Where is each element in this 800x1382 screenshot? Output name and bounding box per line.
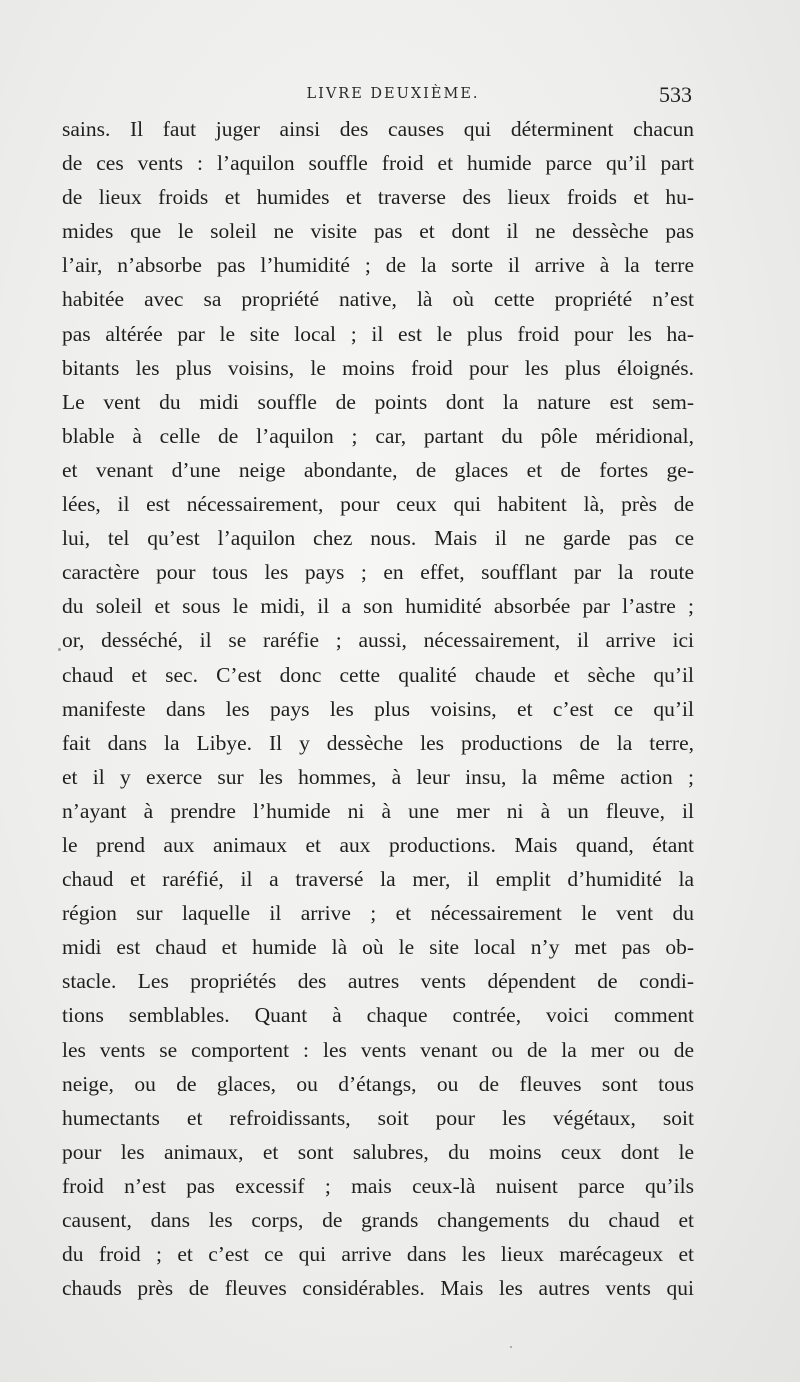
text-line: sains. Il faut juger ainsi des causes qui déterminent chacun (62, 117, 694, 141)
text-line: de lieux froids et humides et traverse des lieux froids et hu- (62, 185, 694, 210)
text-line: fait dans la Libye. Il y dessèche les productions de la terre, (62, 730, 694, 755)
text-line: lées, il est nécessairement, pour ceux qui habitent là, près de (62, 492, 694, 517)
text-line: habitée avec sa propriété native, là où cette propriété n’est (62, 287, 694, 312)
text-line: et il y exerce sur les hommes, à leur insu, la même action ; (62, 764, 694, 789)
text-line: stacle. Les propriétés des autres vents dépendent de condi- (62, 969, 694, 994)
paper-speck (510, 1346, 512, 1348)
text-line: causent, dans les corps, de grands changements du chaud et (62, 1208, 694, 1232)
text-line: n’ayant à prendre l’humide ni à une mer ni à un fleuve, il (62, 798, 694, 823)
text-line: lui, tel qu’est l’aquilon chez nous. Mais il ne garde pas ce (62, 526, 694, 551)
text-line: chauds près de fleuves considérables. Mais les autres vents qui (62, 1276, 694, 1301)
text-line: du soleil et sous le midi, il a son humidité absorbée par l’astre ; (62, 594, 694, 619)
text-line: chaud et sec. C’est donc cette qualité chaude et sèche qu’il (62, 662, 694, 687)
text-line: froid n’est pas excessif ; mais ceux-là nuisent parce qu’ils (62, 1173, 694, 1198)
text-line: or, desséché, il se raréfie ; aussi, nécessairement, il arrive ici (62, 628, 694, 653)
page-number: 533 (659, 82, 692, 107)
text-line: mides que le soleil ne visite pas et dont il ne dessèche pas (62, 219, 694, 244)
text-line: pour les animaux, et sont salubres, du moins ceux dont le (62, 1139, 694, 1164)
text-line: l’air, n’absorbe pas l’humidité ; de la sorte il arrive à la terre (62, 253, 694, 278)
text-line: les vents se comportent : les vents venant ou de la mer ou de (62, 1037, 694, 1062)
text-line: région sur laquelle il arrive ; et nécessairement le vent du (62, 901, 694, 926)
text-line: manifeste dans les pays les plus voisins, et c’est ce qu’il (62, 696, 694, 721)
text-line: pas altérée par le site local ; il est le plus froid pour les ha- (62, 321, 694, 346)
text-line: bitants les plus voisins, le moins froid pour les plus éloignés. (62, 355, 694, 380)
text-line: du froid ; et c’est ce qui arrive dans les lieux marécageux et (62, 1242, 694, 1267)
body-text (62, 112, 694, 1305)
text-line: tions semblables. Quant à chaque contrée, voici comment (62, 1003, 694, 1028)
text-line: Le vent du midi souffle de points dont la nature est sem- (62, 389, 694, 414)
running-head (60, 82, 696, 112)
text-line: le prend aux animaux et aux productions. Mais quand, étant (62, 832, 694, 857)
paper-speck (58, 648, 61, 651)
text-line: midi est chaud et humide là où le site local n’y met pas ob- (62, 935, 694, 960)
text-line: blable à celle de l’aquilon ; car, partant du pôle méridional, (62, 423, 694, 448)
text-line: de ces vents : l’aquilon souffle froid et humide parce qu’il part (62, 151, 694, 176)
text-line: neige, ou de glaces, ou d’étangs, ou de fleuves sont tous (62, 1071, 694, 1096)
text-line: chaud et raréfié, il a traversé la mer, il emplit d’humidité la (62, 867, 694, 892)
text-line: humectants et refroidissants, soit pour les végétaux, soit (62, 1105, 694, 1130)
running-head-title: LIVRE DEUXIÈME. (306, 86, 480, 102)
text-line: caractère pour tous les pays ; en effet, soufflant par la route (62, 560, 694, 585)
text-line: et venant d’une neige abondante, de glaces et de fortes ge- (62, 457, 694, 482)
